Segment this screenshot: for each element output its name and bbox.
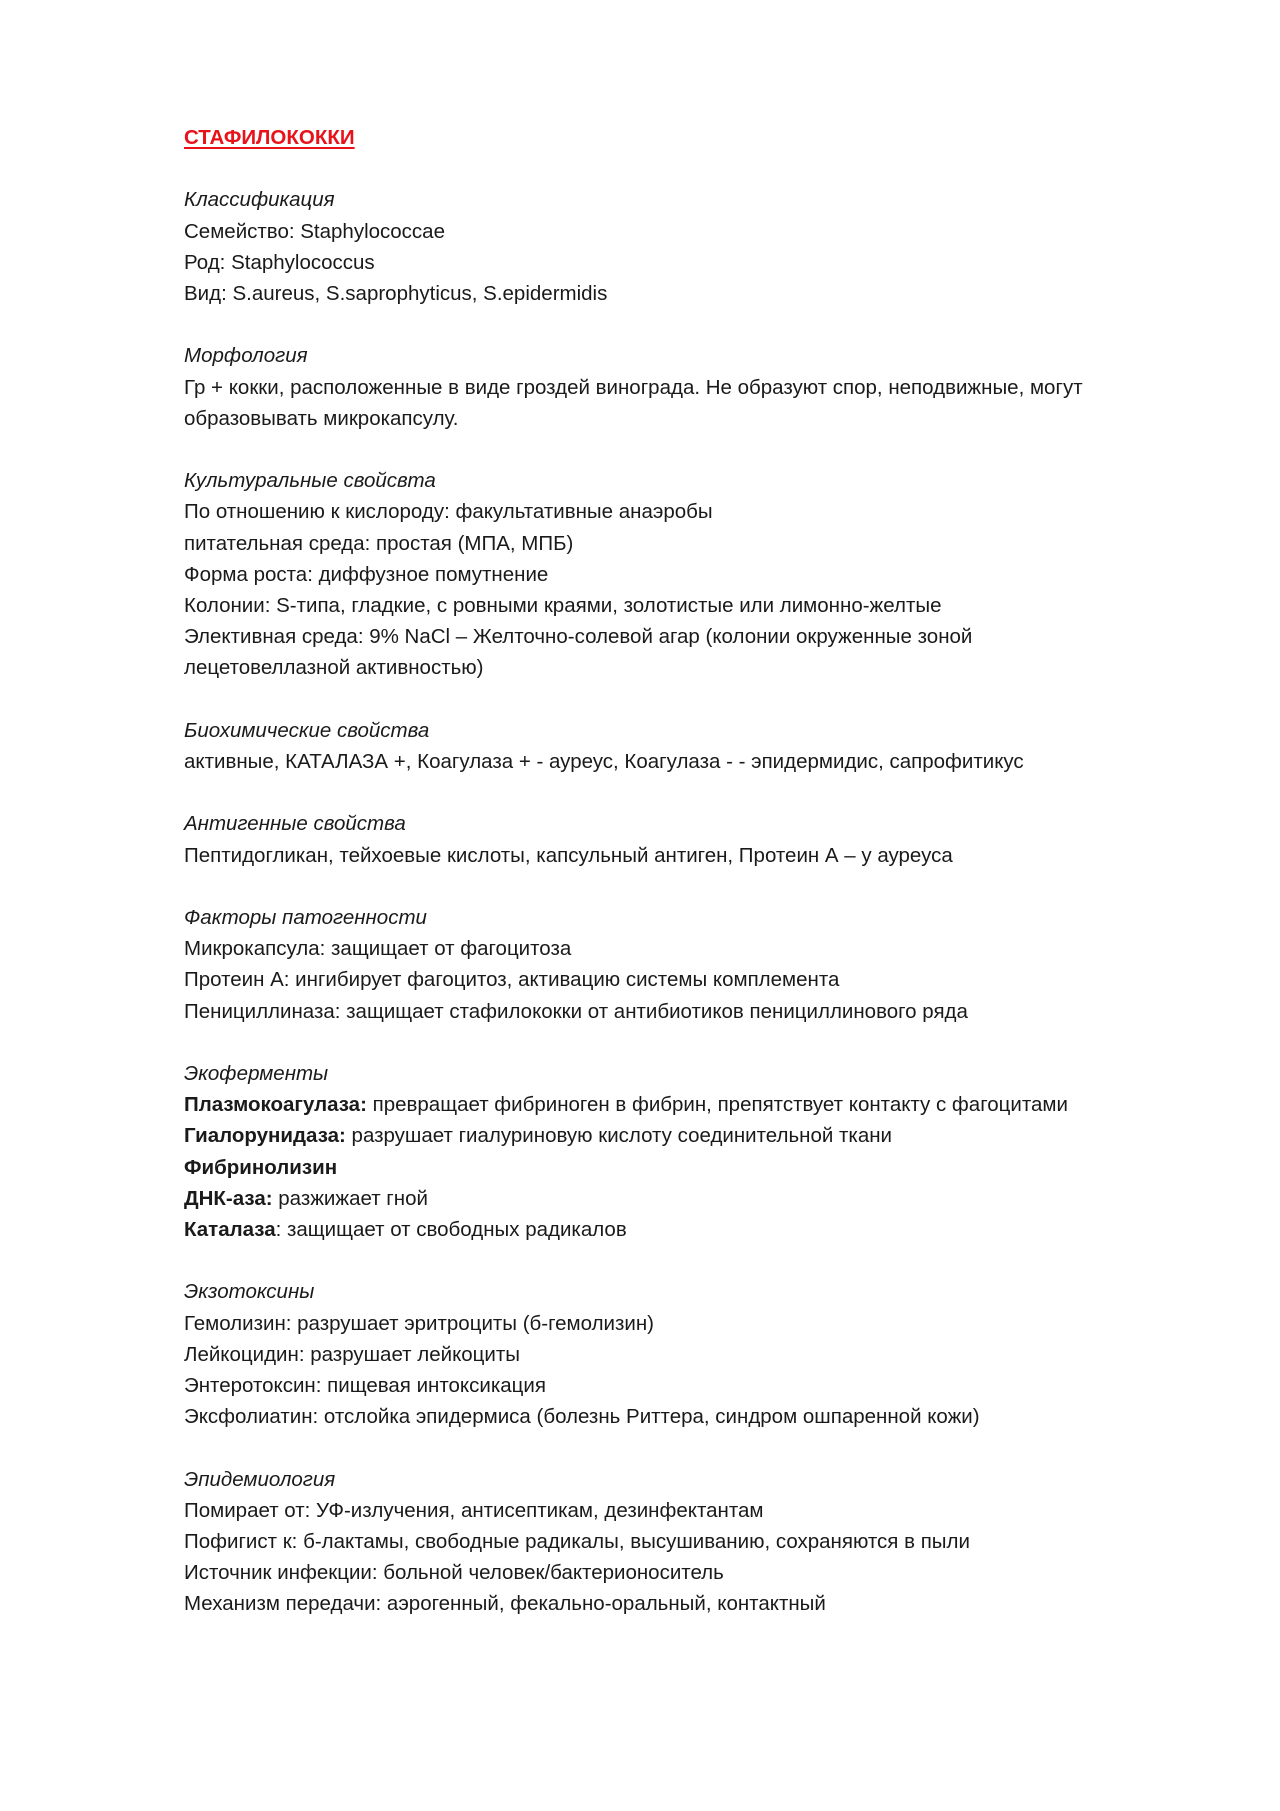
enzyme-line — [184, 1089, 1184, 1120]
section-heading: Факторы патогенности — [184, 905, 427, 929]
enzyme-term: Гиалорунидаза: — [184, 1124, 346, 1148]
text-line: лецетовеллазной активностью) — [184, 656, 484, 680]
text-line: Пептидогликан, тейхоевые кислоты, капсульный антиген, Протеин А – у ауреуса — [184, 843, 953, 867]
text-line: Протеин А: ингибирует фагоцитоз, активацию системы комплемента — [184, 968, 840, 992]
enzyme-term: ДНК-аза: — [184, 1186, 273, 1210]
section-heading: Культуральные свойсвта — [184, 469, 436, 493]
text-line: Механизм передачи: аэрогенный, фекально-оральный, контактный — [184, 1592, 826, 1616]
section-heading: Антигенные свойства — [184, 812, 406, 836]
section-epidemiology — [184, 1464, 1184, 1620]
text-line: Форма роста: диффузное помутнение — [184, 562, 549, 586]
section-classification — [184, 184, 1184, 309]
enzyme-term: Фибринолизин — [184, 1155, 338, 1179]
section-cultural-properties — [184, 465, 1184, 683]
enzyme-description: превращает фибриноген в фибрин, препятствует контакту с фагоцитами — [366, 1093, 1068, 1117]
section-heading: Биохимические свойства — [184, 718, 430, 742]
enzyme-description: разжижает гной — [272, 1186, 428, 1210]
text-line: Гр + кокки, расположенные в виде гроздей винограда. Не образуют спор, неподвижные, могут — [184, 375, 1083, 399]
section-exotoxins — [184, 1276, 1184, 1432]
enzyme-line — [184, 1152, 1184, 1183]
document-page — [184, 122, 1184, 1651]
section-pathogenicity-factors — [184, 902, 1184, 1027]
document-title: СТАФИЛОКОККИ — [184, 126, 355, 149]
enzyme-term: Плазмокоагулаза: — [184, 1093, 367, 1117]
text-line: Колонии: S-типа, гладкие, с ровными краями, золотистые или лимонно-желтые — [184, 593, 942, 617]
enzyme-description: разрушает гиалуриновую кислоту соединительной ткани — [345, 1124, 892, 1148]
section-heading: Экзотоксины — [184, 1280, 315, 1304]
text-line: Пенициллиназа: защищает стафилококки от антибиотиков пенициллинового ряда — [184, 999, 968, 1023]
text-line: Энтеротоксин: пищевая интоксикация — [184, 1373, 546, 1397]
text-line: питательная среда: простая (МПА, МПБ) — [184, 531, 574, 555]
enzyme-term: Каталаза — [184, 1217, 276, 1241]
text-line: Вид: S.aureus, S.saprophyticus, S.epidermidis — [184, 281, 608, 305]
text-line: Род: Staphylococcus — [184, 250, 375, 274]
text-line: Микрокапсула: защищает от фагоцитоза — [184, 937, 572, 961]
text-line: Эксфолиатин: отслойка эпидермиса (болезнь Риттера, синдром ошпаренной кожи) — [184, 1405, 980, 1429]
text-line: Элективная среда: 9% NaCl – Желточно-солевой агар (колонии окруженные зоной — [184, 625, 973, 649]
section-heading: Классификация — [184, 188, 335, 212]
section-morphology — [184, 340, 1184, 434]
section-exoenzymes — [184, 1058, 1184, 1245]
section-heading: Экоферменты — [184, 1061, 329, 1085]
section-heading: Морфология — [184, 344, 308, 368]
section-heading: Эпидемиология — [184, 1467, 336, 1491]
enzyme-line — [184, 1120, 1184, 1151]
text-line: образовывать микрокапсулу. — [184, 406, 459, 430]
text-line: Семейство: Staphylococcae — [184, 219, 445, 243]
section-antigenic-properties — [184, 808, 1184, 870]
section-biochemical-properties — [184, 715, 1184, 777]
enzyme-line — [184, 1183, 1184, 1214]
text-line: активные, КАТАЛАЗА +, Коагулаза + - ауреус, Коагулаза - - эпидермидис, сапрофитикус — [184, 749, 1024, 773]
enzyme-description: : защищает от свободных радикалов — [275, 1217, 627, 1241]
text-line: Гемолизин: разрушает эритроциты (б-гемолизин) — [184, 1311, 654, 1335]
enzyme-line — [184, 1214, 1184, 1245]
text-line: Источник инфекции: больной человек/бактерионоситель — [184, 1561, 724, 1585]
text-line: Помирает от: УФ-излучения, антисептикам, дезинфектантам — [184, 1498, 764, 1522]
text-line: По отношению к кислороду: факультативные анаэробы — [184, 500, 713, 524]
text-line: Лейкоцидин: разрушает лейкоциты — [184, 1342, 520, 1366]
text-line: Пофигист к: б-лактамы, свободные радикалы, высушиванию, сохраняются в пыли — [184, 1529, 970, 1553]
